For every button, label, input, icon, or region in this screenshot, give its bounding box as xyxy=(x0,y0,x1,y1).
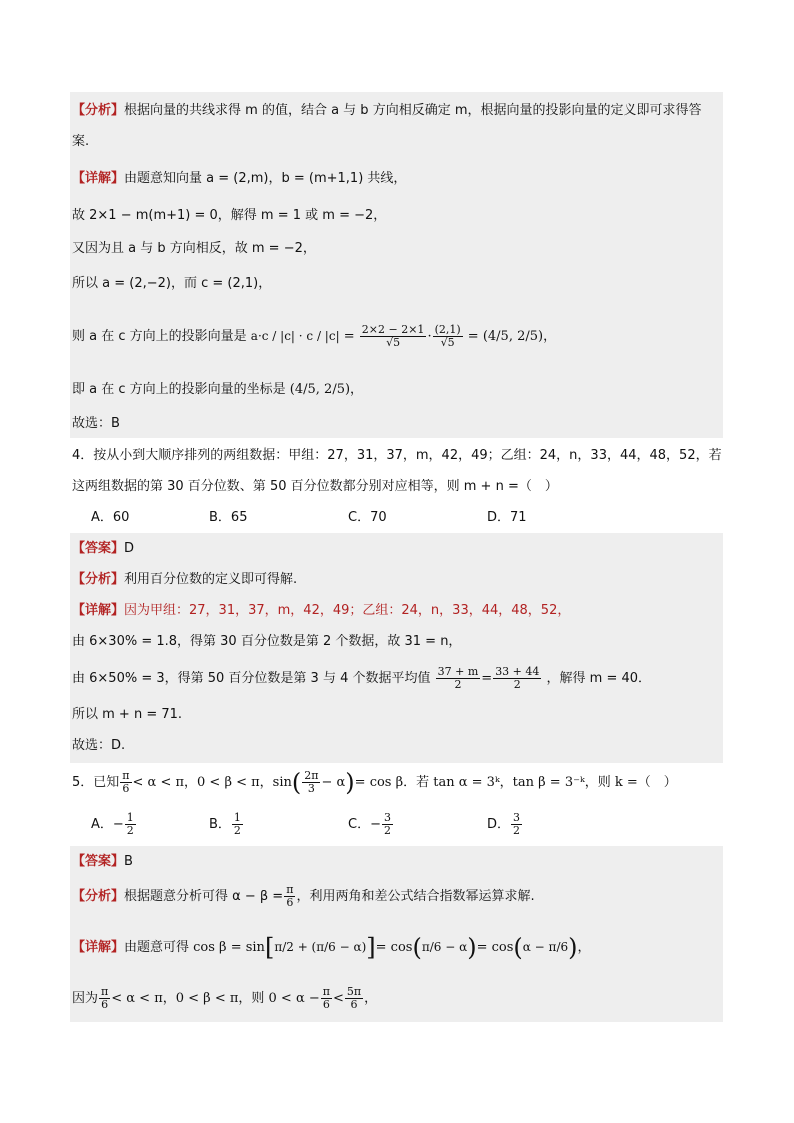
q5-option-d: D． $\frac{3}{2}$ xyxy=(487,811,521,837)
fraction: $\frac{\pi}{6}$ xyxy=(101,985,109,1011)
choice-line: 故选：B xyxy=(72,416,120,431)
fraction: $\frac{\pi}{6}$ xyxy=(122,769,130,795)
q5-detail-line-2: 因为 $\frac{\pi}{6}$ < α < π，0 < β < π，则 0 < α − $\frac{\pi}{6}$ < $\frac{5\pi}{6}$ ， xyxy=(72,985,378,1011)
q4-detail-line-3: 由 6×50% = 3，得第 50 百分位数是第 3 与 4 个数据平均值 $\frac{37 + m}{2}$ = $\frac{33 + 44}{2}$ ，解得 m = 40． xyxy=(72,665,652,691)
q4-stem-line-1: 4．按从小到大顺序排列的两组数据：甲组：27，31，37，m，42，49；乙组：24，n，33，44，48，52，若 xyxy=(72,448,722,463)
detail-line-2: 故 2×1 − m(m+1) = 0，解得 m = 1 或 m = −2， xyxy=(72,208,387,223)
fraction: $\frac{3}{2}$ xyxy=(513,811,521,837)
fraction: $\frac{3}{2}$ xyxy=(383,811,391,837)
q4-option-d: D．71 xyxy=(487,510,527,525)
q4-answer-line: 【答案】D xyxy=(72,541,135,556)
q4-option-b: B．65 xyxy=(209,510,248,525)
detail-line-3: 又因为且 a 与 b 方向相反，故 m = −2， xyxy=(72,241,316,256)
q4-detail-line-4: 所以 m + n = 71. xyxy=(72,707,183,722)
q4-detail-line-1: 【详解】因为甲组：27，31，37，m，42，49；乙组：24，n，33，44，48，52， xyxy=(72,603,571,618)
q5-option-c: C．− $\frac{3}{2}$ xyxy=(348,811,391,837)
fraction: $\frac{\pi}{6}$ xyxy=(286,883,294,909)
analysis-line-2: 案. xyxy=(72,134,90,149)
q5-detail-line-1: 【详解】由题意可得 cos β = sin[π/2 + (π/6 − α)]= cos(π/6 − α)= cos(α − π/6)， xyxy=(72,933,591,962)
detail-line-6: 即 a 在 c 方向上的投影向量的坐标是 (4/5, 2/5)， xyxy=(72,382,364,397)
q5-answer-line: 【答案】B xyxy=(72,854,133,869)
fraction: $\frac{\pi}{6}$ xyxy=(322,985,330,1011)
q5-analysis-line: 【分析】根据题意分析可得 α − β = $\frac{\pi}{6}$ ，利用两角和差公式结合指数幂运算求解. xyxy=(72,883,535,909)
fraction: $\frac{(2,1)}{√5}$ xyxy=(434,323,461,349)
q5-option-a: A．− $\frac{1}{2}$ xyxy=(91,811,134,837)
q4-analysis-line: 【分析】利用百分位数的定义即可得解. xyxy=(72,572,298,587)
fraction: $\frac{2\pi}{3}$ xyxy=(304,769,319,795)
fraction: $\frac{2\times 2 - 2\times 1}{√5}$ xyxy=(361,323,425,349)
detail-line-5: 则 a 在 c 方向上的投影向量是 a·c / |c| · c / |c| = $\frac{2\times 2 - 2\times 1}{√5}$ · $\frac{(2,1)}{√5}$ = (4/5, 2/5)， xyxy=(72,323,557,349)
q4-detail-line-2: 由 6×30% = 1.8，得第 30 百分位数是第 2 个数据，故 31 = n， xyxy=(72,634,462,649)
q4-option-c: C．70 xyxy=(348,510,387,525)
fraction: $\frac{33 + 44}{2}$ xyxy=(495,665,540,691)
fraction: $\frac{5\pi}{6}$ xyxy=(346,985,362,1011)
q5-option-b: B． $\frac{1}{2}$ xyxy=(209,811,241,837)
q5-stem-line: 5．已知 $\frac{\pi}{6}$ < α < π，0 < β < π，sin( $\frac{2\pi}{3}$ − α)= cos β．若 tan α = 3ᵏ，tan β = 3⁻ᵏ，则 k =（ ） xyxy=(72,768,677,797)
fraction: $\frac{1}{2}$ xyxy=(126,811,134,837)
q4-option-a: A．60 xyxy=(91,510,130,525)
detail-line-4: 所以 a = (2,−2)，而 c = (2,1)， xyxy=(72,276,272,291)
analysis-line-1: 【分析】根据向量的共线求得 m 的值，结合 a 与 b 方向相反确定 m，根据向量的投影向量的定义即可求得答 xyxy=(72,103,702,118)
fraction: $\frac{1}{2}$ xyxy=(233,811,241,837)
detail-line-1: 【详解】由题意知向量 a = (2,m)，b = (m+1,1) 共线， xyxy=(72,171,407,186)
fraction: $\frac{37 + m}{2}$ xyxy=(437,665,479,691)
q4-choice-line: 故选：D. xyxy=(72,738,126,753)
q4-stem-line-2: 这两组数据的第 30 百分位数、第 50 百分位数都分别对应相等，则 m + n =（ ） xyxy=(72,479,558,494)
